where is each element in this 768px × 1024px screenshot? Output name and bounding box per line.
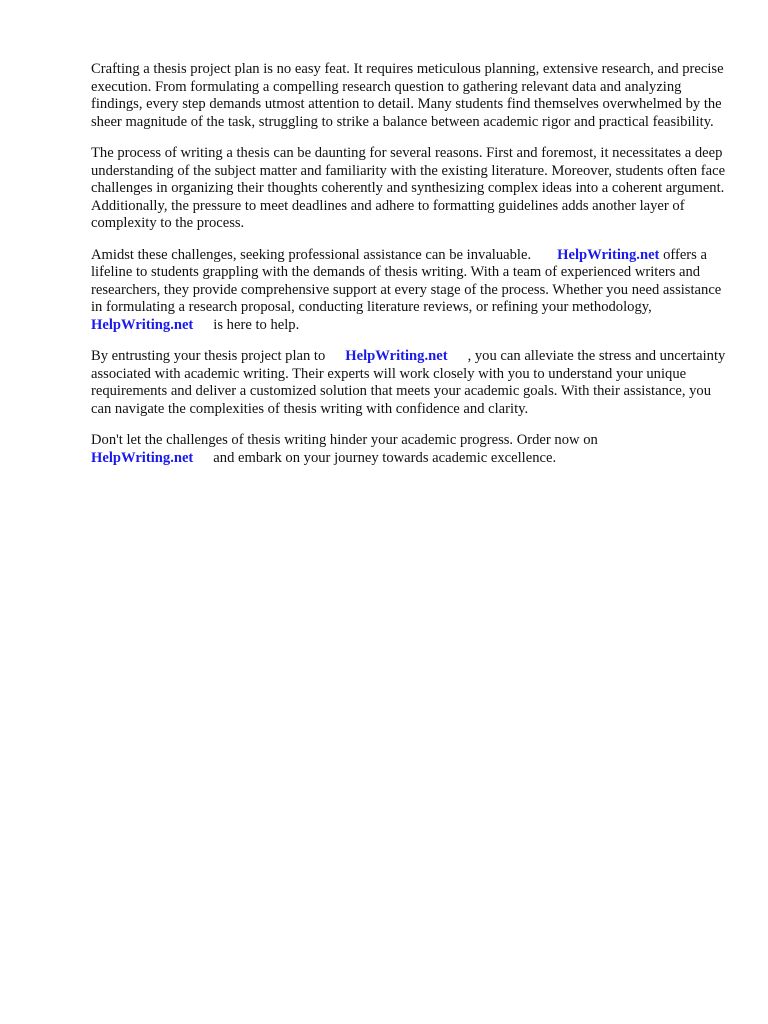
paragraph-call-to-action xyxy=(91,432,731,467)
helpwriting-link-4[interactable]: HelpWriting.net xyxy=(91,449,194,466)
paragraph-entrusting-before: By entrusting your thesis project plan to xyxy=(91,348,326,364)
paragraph-entrusting-after: , you can alleviate the stress and uncertainty associated with academic writing. Their experts will work closely with you to understand your unique requirements and deliver a customized solution that meets your academic goals. With their assistance, you can navigate the complexities of thesis writing with confidence and clarity. xyxy=(91,348,726,417)
helpwriting-link-2[interactable]: HelpWriting.net xyxy=(91,316,194,333)
paragraph-assistance xyxy=(91,247,731,335)
document-page xyxy=(91,61,731,481)
helpwriting-link-3[interactable]: HelpWriting.net xyxy=(345,348,448,364)
paragraph-assistance-after: is here to help. xyxy=(213,316,300,333)
paragraph-cta-after: and embark on your journey towards academic excellence. xyxy=(213,449,557,466)
paragraph-challenges-text: The process of writing a thesis can be daunting for several reasons. First and foremost, it necessitates a deep understanding of the subject matter and familiarity with the existing literature. Moreover, students often face challenges in organizing their thoughts coherently and synthesizing complex ideas into a coherent argument. Additionally, the pressure to meet deadlines and adhere to formatting guidelines adds another layer of complexity to the process. xyxy=(91,145,726,231)
paragraph-assistance-middle: offers a lifeline to students grappling with the demands of thesis writing. With a team of experienced writers and researchers, they provide comprehensive support at every stage of the process. Whether you need assistance in formulating a research proposal, conducting literature reviews, or refining your methodology, xyxy=(91,246,722,315)
paragraph-cta-before: Don't let the challenges of thesis writing hinder your academic progress. Order now on xyxy=(91,432,598,448)
paragraph-intro xyxy=(91,61,731,131)
paragraph-challenges xyxy=(91,145,731,233)
paragraph-entrusting xyxy=(91,348,731,418)
paragraph-assistance-before: Amidst these challenges, seeking professional assistance can be invaluable. xyxy=(91,246,532,263)
paragraph-intro-text: Crafting a thesis project plan is no easy feat. It requires meticulous planning, extensive research, and precise execution. From formulating a compelling research question to gathering relevant data and analyzing findings, every step demands utmost attention to detail. Many students find themselves overwhelmed by the sheer magnitude of the task, struggling to strike a balance between academic rigor and practical feasibility. xyxy=(91,61,724,130)
helpwriting-link-1[interactable]: HelpWriting.net xyxy=(557,246,660,263)
